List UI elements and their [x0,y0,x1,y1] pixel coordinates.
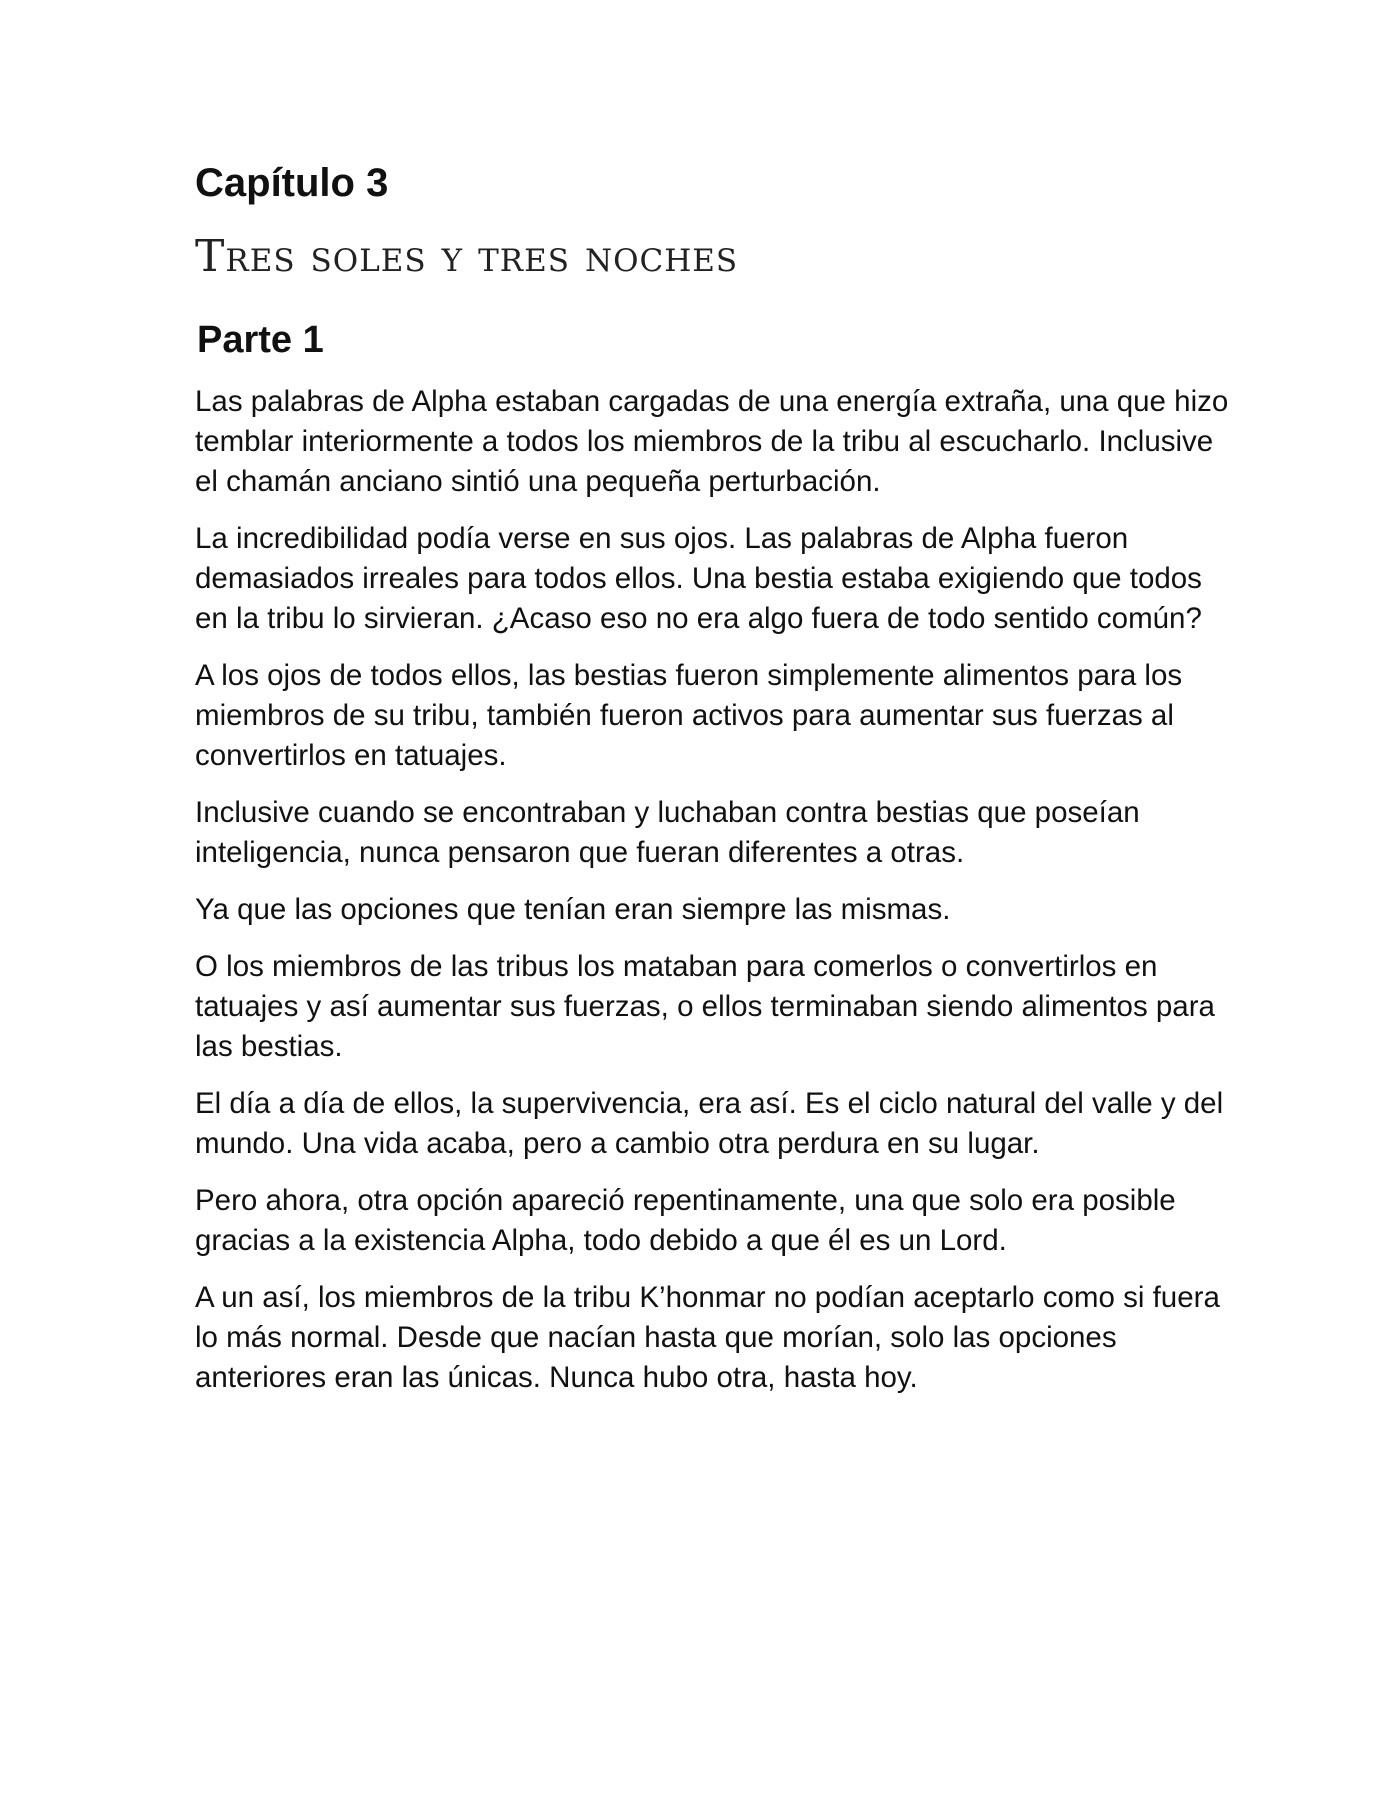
paragraph: La incredibilidad podía verse en sus ojos. Las palabras de Alpha fueron demasiados irreales para todos ellos. Una bestia estaba exigiendo que todos en la tribu lo sirvieran. ¿Acaso eso no era algo fuera de todo sentido común? [195,522,1202,635]
paragraph: El día a día de ellos, la supervivencia, era así. Es el ciclo natural del valle y del mundo. Una vida acaba, pero a cambio otra perdura en su lugar. [195,1087,1224,1160]
body-text [195,382,1230,1398]
page-content [195,158,1230,1415]
paragraph: Pero ahora, otra opción apareció repentinamente, una que solo era posible gracias a la existencia Alpha, todo debido a que él es un Lord. [195,1184,1176,1257]
paragraph: A los ojos de todos ellos, las bestias fueron simplemente alimentos para los miembros de su tribu, también fueron activos para aumentar sus fuerzas al convertirlos en tatuajes. [195,659,1183,772]
paragraph: Las palabras de Alpha estaban cargadas de una energía extraña, una que hizo temblar interiormente a todos los miembros de la tribu al escucharlo. Inclusive el chamán anciano sintió una pequeña perturbación. [195,385,1229,498]
paragraph: A un así, los miembros de la tribu K’honmar no podían aceptarlo como si fuera lo más normal. Desde que nacían hasta que morían, solo las opciones anteriores eran las únicas. Nunca hubo otra, hasta hoy. [195,1281,1220,1394]
paragraph: O los miembros de las tribus los mataban para comerlos o convertirlos en tatuajes y así aumentar sus fuerzas, o ellos terminaban siendo alimentos para las bestias. [195,950,1215,1063]
paragraph: Inclusive cuando se encontraban y luchaban contra bestias que poseían inteligencia, nunca pensaron que fueran diferentes a otras. [195,796,1140,869]
chapter-title: Capítulo 3 [195,161,389,205]
chapter-subtitle: Tres soles y tres noches [195,231,739,282]
part-title: Parte 1 [197,319,324,361]
paragraph: Ya que las opciones que tenían eran siempre las mismas. [195,893,951,926]
